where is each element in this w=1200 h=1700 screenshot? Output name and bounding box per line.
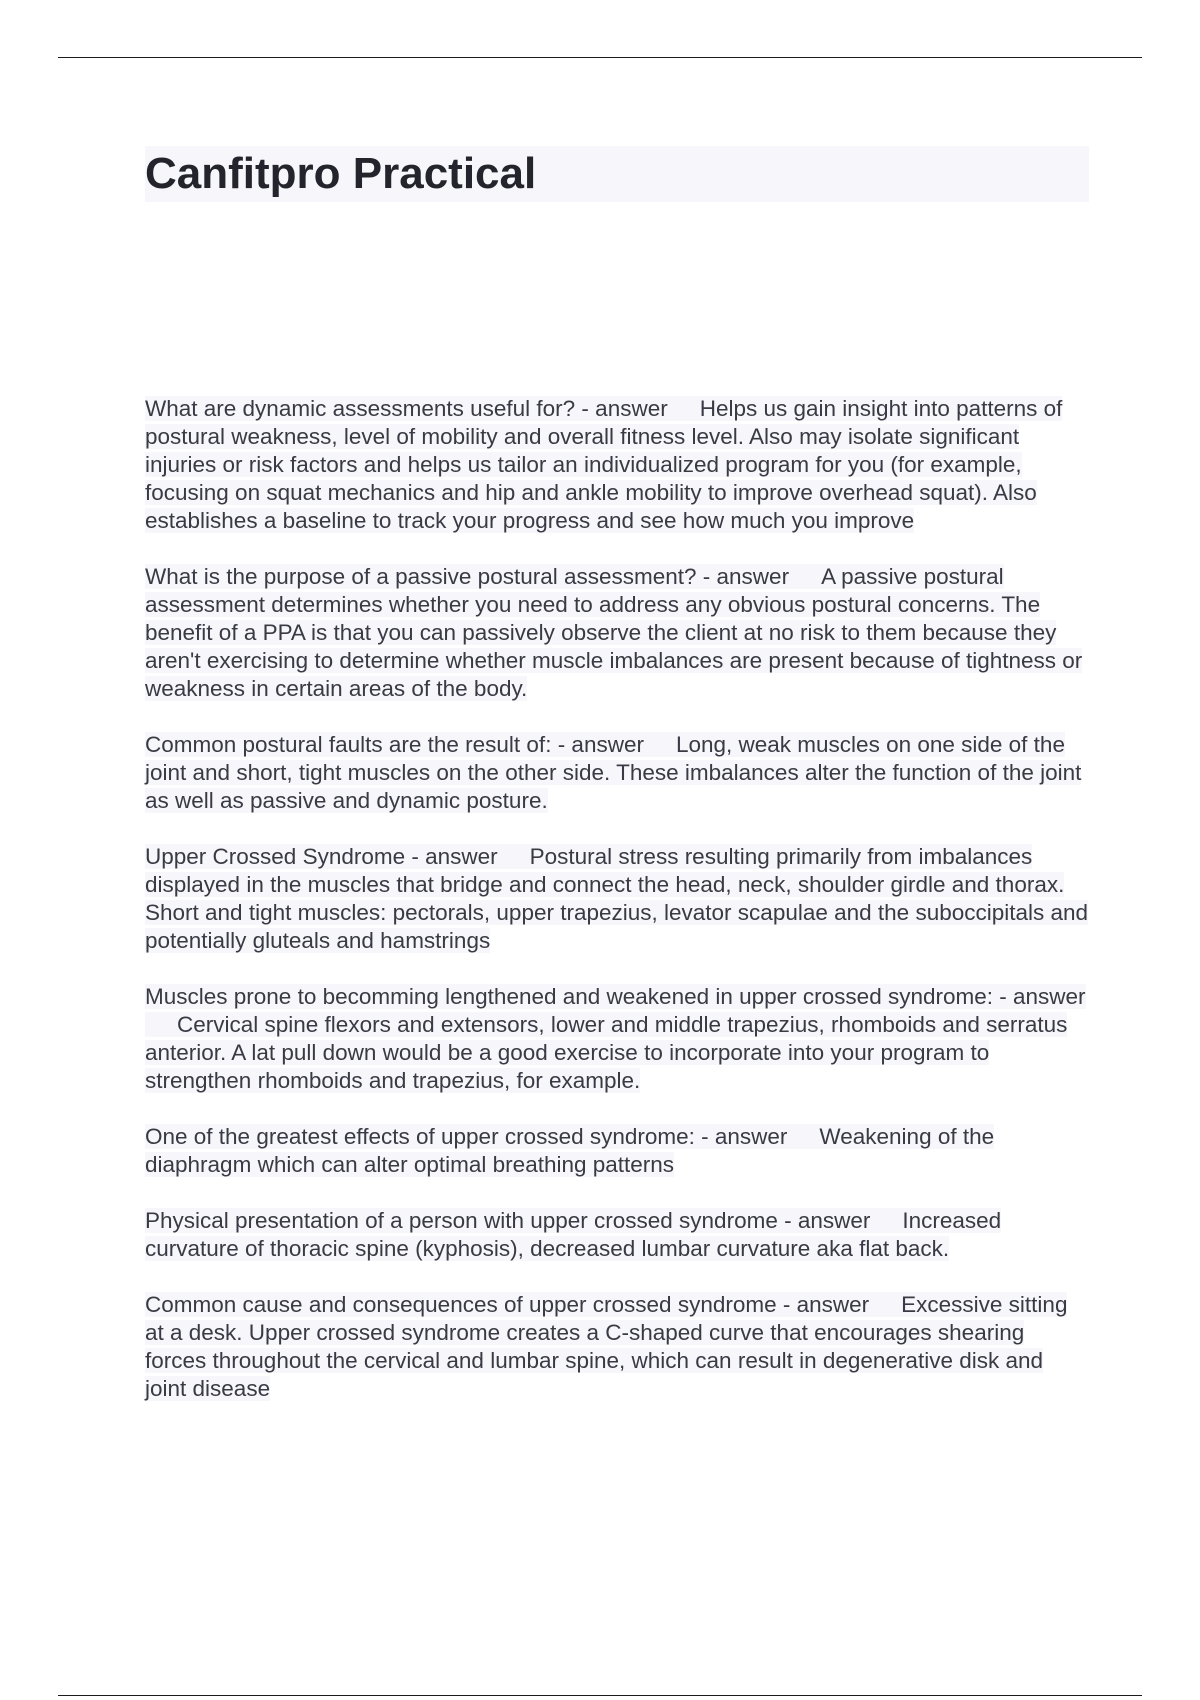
qa-question: Common cause and consequences of upper crossed syndrome - answer	[145, 1292, 870, 1317]
qa-answer: A passive postural assessment determines whether you need to address any obvious postural concerns. The benefit of a PPA is that you can passively observe the client at no risk to them because they aren't exercising to determine whether muscle imbalances are present because of tightness or weakness in certain areas of the body.	[145, 564, 1083, 701]
qa-item	[145, 1207, 1090, 1263]
qa-answer: Increased curvature of thoracic spine (kyphosis), decreased lumbar curvature aka flat back.	[145, 1208, 1002, 1261]
qa-answer: Postural stress resulting primarily from imbalances displayed in the muscles that bridge and connect the head, neck, shoulder girdle and thorax. Short and tight muscles: pectorals, upper trapezius, levator scapulae and the suboccipitals and potentially gluteals and hamstrings	[145, 844, 1089, 953]
qa-item	[145, 731, 1090, 815]
qa-question: What is the purpose of a passive postural assessment? - answer	[145, 564, 790, 589]
qa-answer: Cervical spine flexors and extensors, lower and middle trapezius, rhomboids and serratus anterior. A lat pull down would be a good exercise to incorporate into your program to strengthen rhomboids and trapezius, for example.	[145, 1012, 1068, 1093]
qa-question: Upper Crossed Syndrome - answer	[145, 844, 498, 869]
qa-question: Physical presentation of a person with upper crossed syndrome - answer	[145, 1208, 871, 1233]
qa-item	[145, 843, 1090, 955]
qa-answer: Helps us gain insight into patterns of postural weakness, level of mobility and overall fitness level. Also may isolate significant injuries or risk factors and helps us tailor an individualized program for you (for example, focusing on squat mechanics and hip and ankle mobility to improve overhead squat). Also establishes a baseline to track your progress and see how much you improve	[145, 396, 1063, 533]
qa-list	[145, 395, 1090, 1431]
qa-item	[145, 1123, 1090, 1179]
title-block	[145, 146, 1089, 202]
qa-answer: Long, weak muscles on one side of the joint and short, tight muscles on the other side. These imbalances alter the function of the joint as well as passive and dynamic posture.	[145, 732, 1082, 813]
qa-question: One of the greatest effects of upper crossed syndrome: - answer	[145, 1124, 788, 1149]
qa-answer: Weakening of the diaphragm which can alter optimal breathing patterns	[145, 1124, 995, 1177]
qa-item	[145, 1291, 1090, 1403]
qa-answer: Excessive sitting at a desk. Upper crossed syndrome creates a C-shaped curve that encourages shearing forces throughout the cervical and lumbar spine, which can result in degenerative disk and joint disease	[145, 1292, 1068, 1401]
qa-item	[145, 983, 1090, 1095]
qa-question: Common postural faults are the result of: - answer	[145, 732, 644, 757]
qa-question: Muscles prone to becomming lengthened and weakened in upper crossed syndrome: - answer	[145, 984, 1086, 1009]
qa-item	[145, 395, 1090, 535]
top-rule	[58, 57, 1142, 58]
qa-question: What are dynamic assessments useful for? - answer	[145, 396, 668, 421]
document-title: Canfitpro Practical	[145, 149, 537, 198]
bottom-rule	[58, 1695, 1142, 1696]
qa-item	[145, 563, 1090, 703]
